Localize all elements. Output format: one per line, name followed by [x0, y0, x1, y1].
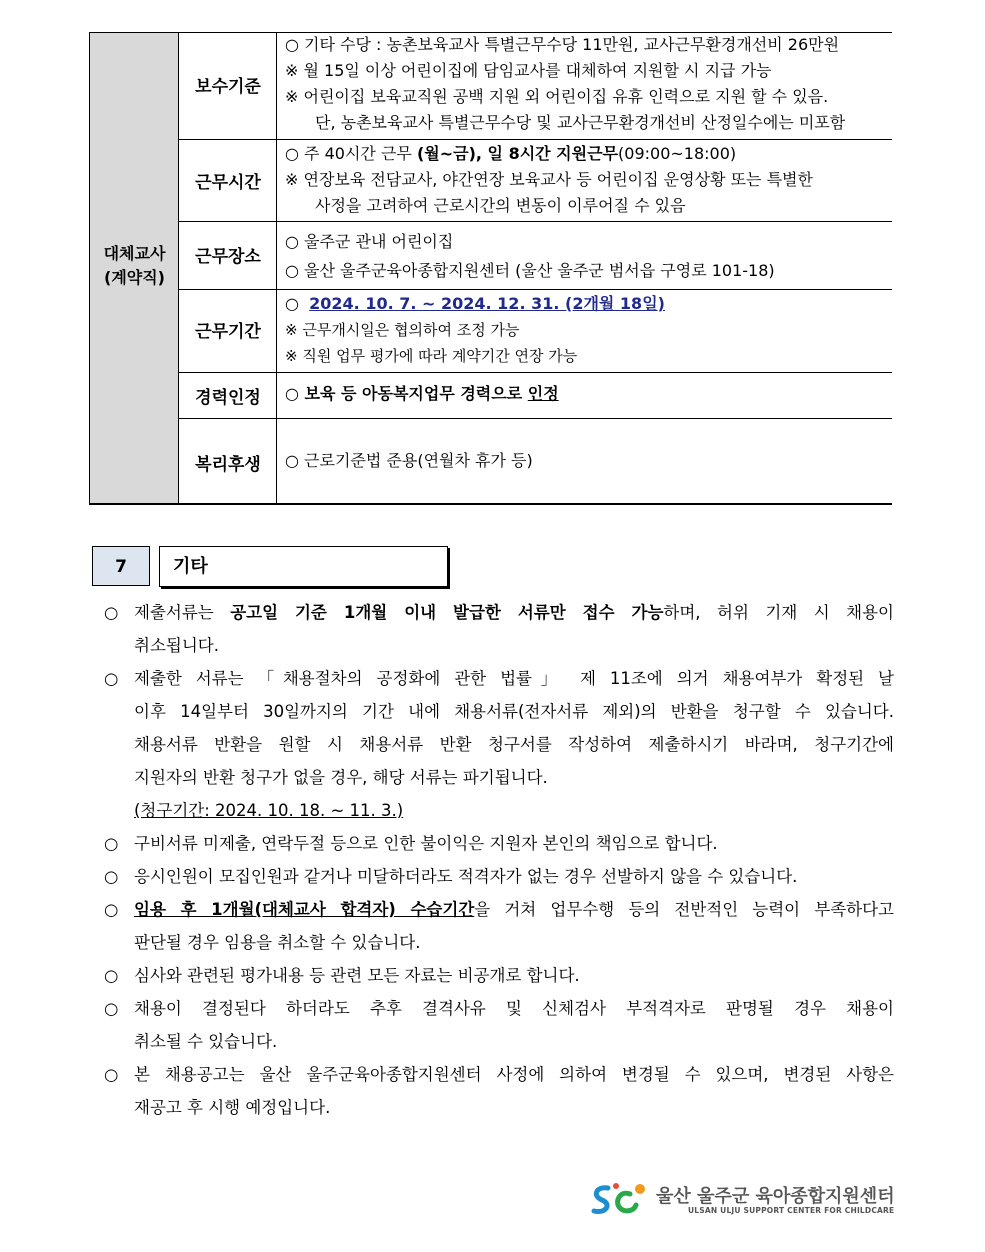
list-item: ○ 임용 후 1개월(대체교사 합격자) 수습기간을 거쳐 업무수행 등의 전반적인 능력이 부족하다고 판단될 경우 임용을 취소할 수 있습니다.	[104, 900, 894, 952]
row-divider	[178, 418, 892, 419]
work-period: 2024. 10. 7. ~ 2024. 12. 31. (2개월 18일)	[309, 294, 665, 313]
row-label-career: 경력인정	[195, 388, 261, 408]
center-logo	[590, 1180, 895, 1220]
list-item: ○ 구비서류 미제출, 연락두절 등으로 인한 불이익은 지원자 본인의 책임으로 합니다.	[104, 834, 718, 853]
hours-content: ○ 주 40시간 근무 (월~금), 일 8시간 지원근무(09:00~18:00) ※ 연장보육 전담교사, 야간연장 보육교사 등 어린이집 운영상황 또는 특별한 사정을 고려하여 근로시간의 변동이 이루어질 수 있음	[285, 144, 813, 215]
list-item: ○ 본 채용공고는 울산 울주군육아종합지원센터 사정에 의하여 변경될 수 있으며, 변경된 사항은 재공고 후 시행 예정입니다.	[104, 1065, 894, 1117]
category-cell	[89, 32, 178, 505]
welfare-content: ○ 근로기준법 준용(연월차 휴가 등)	[285, 451, 533, 470]
logo-mark-icon	[590, 1180, 652, 1220]
row-label-salary: 보수기준	[195, 77, 261, 97]
list-item: ○ 제출서류는 공고일 기준 1개월 이내 발급한 서류만 접수 가능하며, 허위 기재 시 채용이 취소됩니다.	[104, 603, 894, 655]
row-label-hours: 근무시간	[195, 173, 261, 193]
list-item: ○ 심사와 관련된 평가내용 등 관련 모든 자료는 비공개로 합니다.	[104, 966, 580, 985]
salary-content: ○ 기타 수당 : 농촌보육교사 특별근무수당 11만원, 교사근무환경개선비 26만원 ※ 월 15일 이상 어린이집에 담임교사를 대체하여 지원할 시 지급 가능 ※ 어린이집 보육교직원 공백 지원 외 어린이집 유휴 인력으로 지원 할 수 있음. 단, 농촌보육교사 특별근무수당 및 교사근무환경개선비 산정일수에는 미포함	[285, 35, 846, 132]
list-item: ○ 채용이 결정된다 하더라도 추후 결격사유 및 신체검사 부적격자로 판명될 경우 채용이 취소될 수 있습니다.	[104, 999, 894, 1051]
list-item: ○ 응시인원이 모집인원과 같거나 미달하더라도 적격자가 없는 경우 선발하지 않을 수 있습니다.	[104, 867, 798, 886]
location-content: ○ 울주군 관내 어린이집 ○ 울산 울주군육아종합지원센터 (울산 울주군 범서읍 구영로 101-18)	[285, 232, 775, 280]
row-label-welfare: 복리후생	[195, 455, 261, 475]
row-divider	[178, 289, 892, 290]
row-label-period: 근무기간	[195, 322, 261, 342]
table-bottom-border	[178, 503, 892, 505]
logo-subtitle: ULSAN ULJU SUPPORT CENTER FOR CHILDCARE	[688, 1206, 895, 1215]
career-content: ○ 보육 등 아동복지업무 경력으로 인정	[285, 384, 559, 403]
row-divider	[178, 139, 892, 140]
conditions-table	[89, 32, 892, 505]
row-divider	[178, 372, 892, 373]
section-number: 7	[92, 546, 150, 586]
logo-name: 울산 울주군 육아종합지원센터	[656, 1186, 895, 1207]
section-title: 기타	[159, 546, 448, 587]
period-content: ○ 2024. 10. 7. ~ 2024. 12. 31. (2개월 18일) ※ 근무개시일은 협의하여 조정 가능 ※ 직원 업무 평가에 따라 계약기간 연장 가능	[285, 294, 665, 365]
table-divider	[276, 32, 277, 505]
notice-list	[104, 596, 894, 1124]
category-label: 대체교사 (계약직)	[103, 244, 166, 287]
row-label-location: 근무장소	[195, 247, 261, 267]
list-item: ○ 제출한 서류는 「채용절차의 공정화에 관한 법률」 제 11조에 의거 채용여부가 확정된 날 이후 14일부터 30일까지의 기간 내에 채용서류(전자서류 제외)의 반환을 청구할 수 있습니다. 채용서류 반환을 원할 시 채용서류 반환 청구서를 작성하여 제출하시기 바라며, 청구기간에 지원자의 반환 청구가 없을 경우, 해당 서류는 파기됩니다. (청구기간: 2024. 10. 18. ~ 11. 3.)	[104, 669, 894, 820]
table-divider	[178, 32, 179, 505]
row-divider	[178, 221, 892, 222]
